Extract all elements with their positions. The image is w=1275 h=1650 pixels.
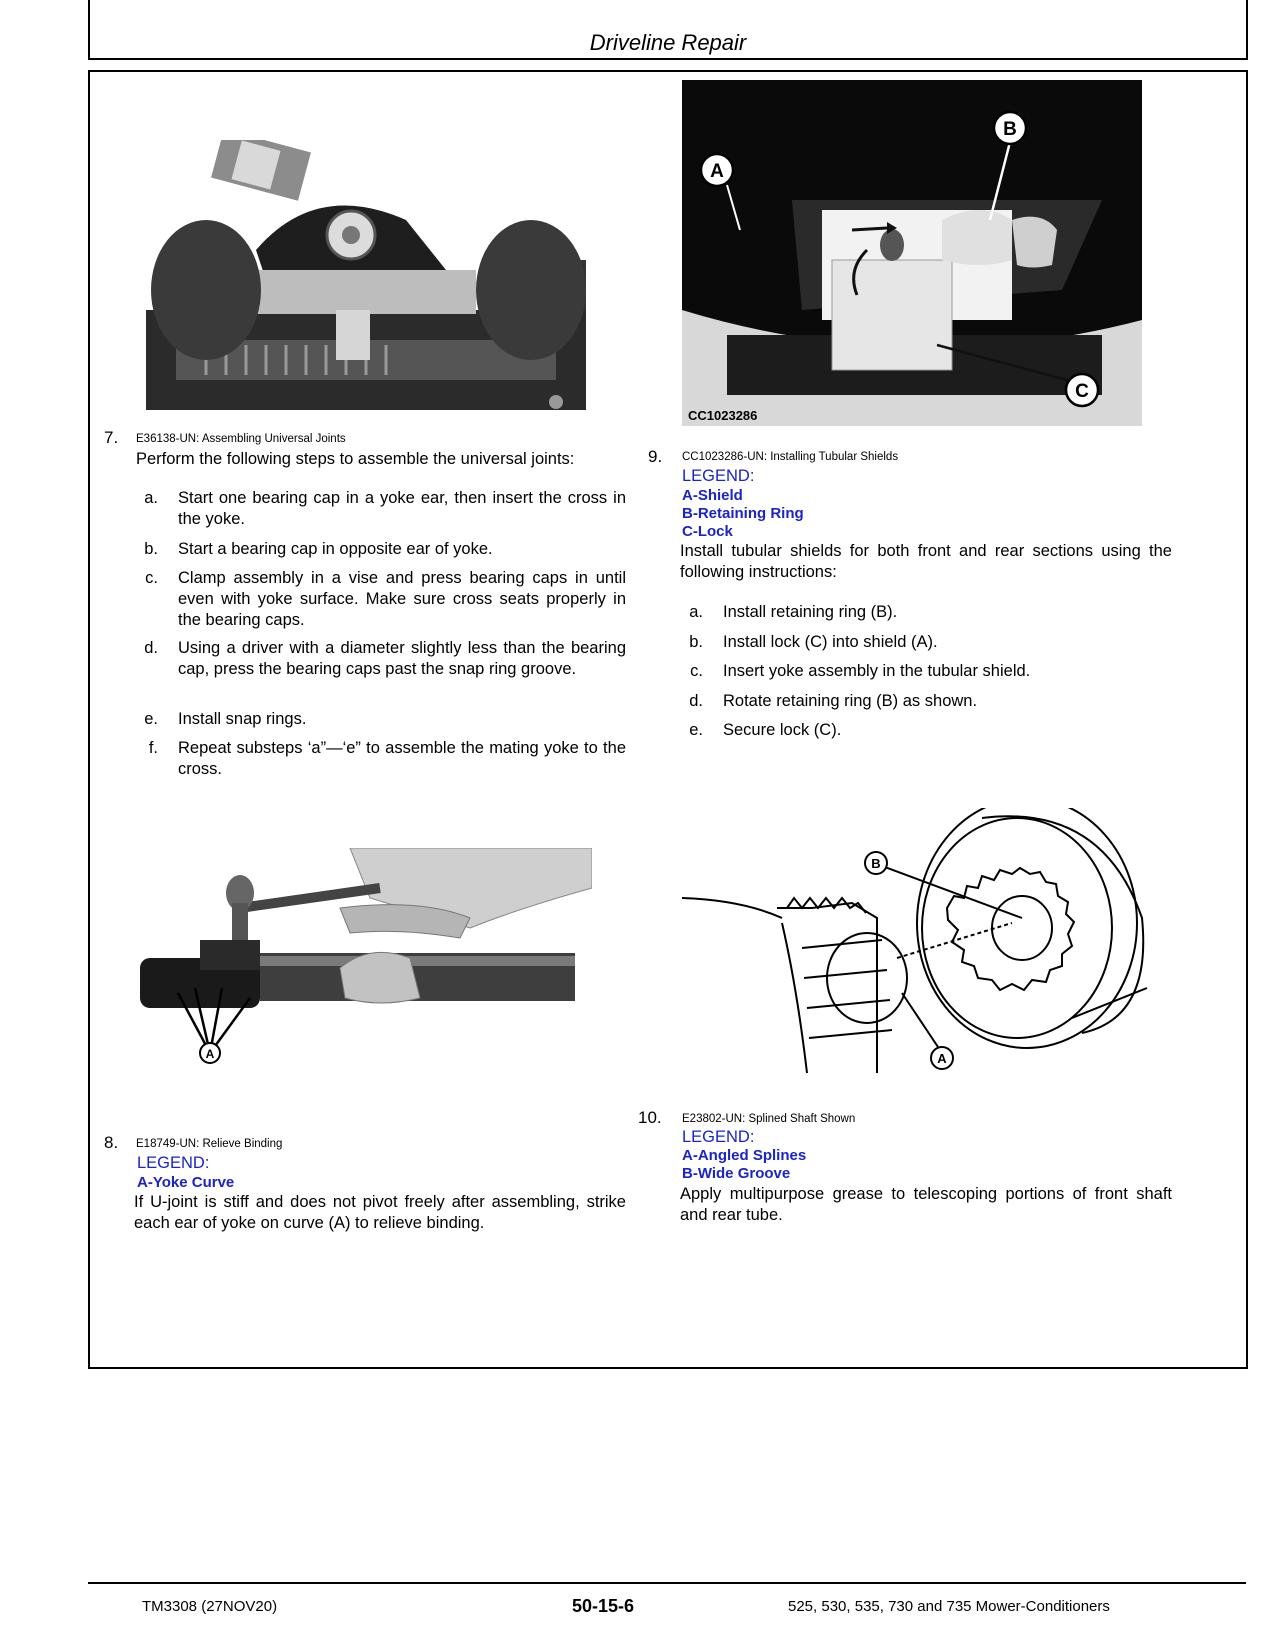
substep-text: Install snap rings. — [178, 710, 307, 728]
footer-page-number: 50-15-6 — [572, 1596, 635, 1616]
relieve-binding-photo — [140, 848, 592, 1073]
substep-text: Insert yoke assembly in the tubular shield. — [723, 662, 1031, 680]
substep-text: Repeat substeps ‘a”—‘e” to assemble the mating yoke to the cross. — [178, 739, 626, 778]
substep-text: Start one bearing cap in a yoke ear, then insert the cross in the yoke. — [178, 489, 626, 528]
step-number-7: 7. — [104, 428, 119, 447]
substep-letter: b. — [689, 633, 703, 651]
substep-text: Install lock (C) into shield (A). — [723, 633, 938, 651]
substep-text: Secure lock (C). — [723, 721, 842, 739]
substep-text: Using a driver with a diameter slightly less than the bearing cap, press the bearing caps past the snap ring groove. — [178, 639, 626, 678]
callout-b-label: B — [871, 856, 881, 871]
substep-text: Rotate retaining ring (B) as shown. — [723, 692, 978, 710]
legend-title-10: LEGEND: — [682, 1128, 755, 1146]
splined-shaft-drawing — [682, 808, 1152, 1080]
callout-a-label: A — [937, 1051, 947, 1066]
step-number-9: 9. — [648, 447, 663, 466]
legend-item-retaining-ring: B-Retaining Ring — [682, 505, 804, 522]
callout-a-label: A — [710, 161, 724, 182]
figure-caption-7: E36138-UN: Assembling Universal Joints — [136, 433, 346, 445]
step-9-substep-e — [681, 720, 1171, 741]
step-number-10: 10. — [638, 1108, 662, 1127]
step-8-intro: If U-joint is stiff and does not pivot freely after assembling, strike each ear of yoke on curve (A) to relieve binding. — [134, 1193, 626, 1232]
substep-letter: c. — [145, 569, 158, 587]
legend-item-yoke-curve: A-Yoke Curve — [137, 1174, 235, 1191]
legend-item-wide-groove: B-Wide Groove — [682, 1165, 791, 1182]
substep-text: Start a bearing cap in opposite ear of yoke. — [178, 540, 493, 558]
universal-joint-vise-photo — [146, 140, 592, 410]
substep-text: Install retaining ring (B). — [723, 603, 898, 621]
legend-item-lock: C-Lock — [682, 523, 733, 540]
substep-letter: d. — [144, 639, 158, 657]
step-9-substep-d — [681, 691, 1171, 712]
step-10-intro: Apply multipurpose grease to telescoping portions of front shaft and rear tube. — [680, 1185, 1172, 1224]
figure-caption-9: CC1023286-UN: Installing Tubular Shields — [682, 451, 899, 463]
substep-letter: d. — [689, 692, 703, 710]
substep-letter: b. — [144, 540, 158, 558]
substep-letter: a. — [689, 603, 703, 621]
callout-b-label: B — [1003, 119, 1017, 140]
step-7-substep-a — [136, 488, 626, 530]
legend-item-shield: A-Shield — [682, 487, 743, 504]
step-9-substep-a — [681, 602, 1171, 623]
substep-letter: f. — [148, 739, 158, 757]
callout-c-label: C — [1075, 381, 1089, 402]
step-7-substep-c — [136, 568, 626, 631]
step-7-substep-b — [136, 539, 626, 560]
step-9-substep-b — [681, 632, 1171, 653]
footer-doc-id: TM3308 (27NOV20) — [142, 1598, 278, 1615]
figure-caption-10: E23802-UN: Splined Shaft Shown — [682, 1113, 856, 1125]
image-code: CC1023286 — [688, 408, 758, 423]
substep-letter: a. — [144, 489, 158, 507]
page-title: Driveline Repair — [589, 30, 747, 55]
step-7-substep-e — [136, 709, 626, 730]
step-7-intro: Perform the following steps to assemble the universal joints: — [136, 450, 575, 468]
legend-title-9: LEGEND: — [682, 467, 755, 485]
footer-model-list: 525, 530, 535, 730 and 735 Mower-Conditioners — [788, 1598, 1110, 1615]
legend-title-8: LEGEND: — [137, 1154, 210, 1172]
substep-text: Clamp assembly in a vise and press bearing caps in until even with yoke surface. Make sure cross seats properly in the bearing caps. — [178, 569, 626, 629]
step-7-substep-f — [136, 738, 626, 780]
substep-letter: e. — [144, 710, 158, 728]
tubular-shield-photo — [682, 80, 1142, 426]
step-9-intro: Install tubular shields for both front and rear sections using the following instructions: — [680, 542, 1172, 581]
step-number-8: 8. — [104, 1133, 119, 1152]
figure-caption-8: E18749-UN: Relieve Binding — [136, 1138, 283, 1150]
step-9-substep-c — [681, 661, 1171, 682]
substep-letter: c. — [690, 662, 703, 680]
legend-item-angled-splines: A-Angled Splines — [682, 1147, 807, 1164]
footer-rule — [88, 1582, 1246, 1584]
step-7-substep-d — [136, 638, 626, 701]
substep-letter: e. — [689, 721, 703, 739]
callout-a-label: A — [205, 1047, 215, 1061]
